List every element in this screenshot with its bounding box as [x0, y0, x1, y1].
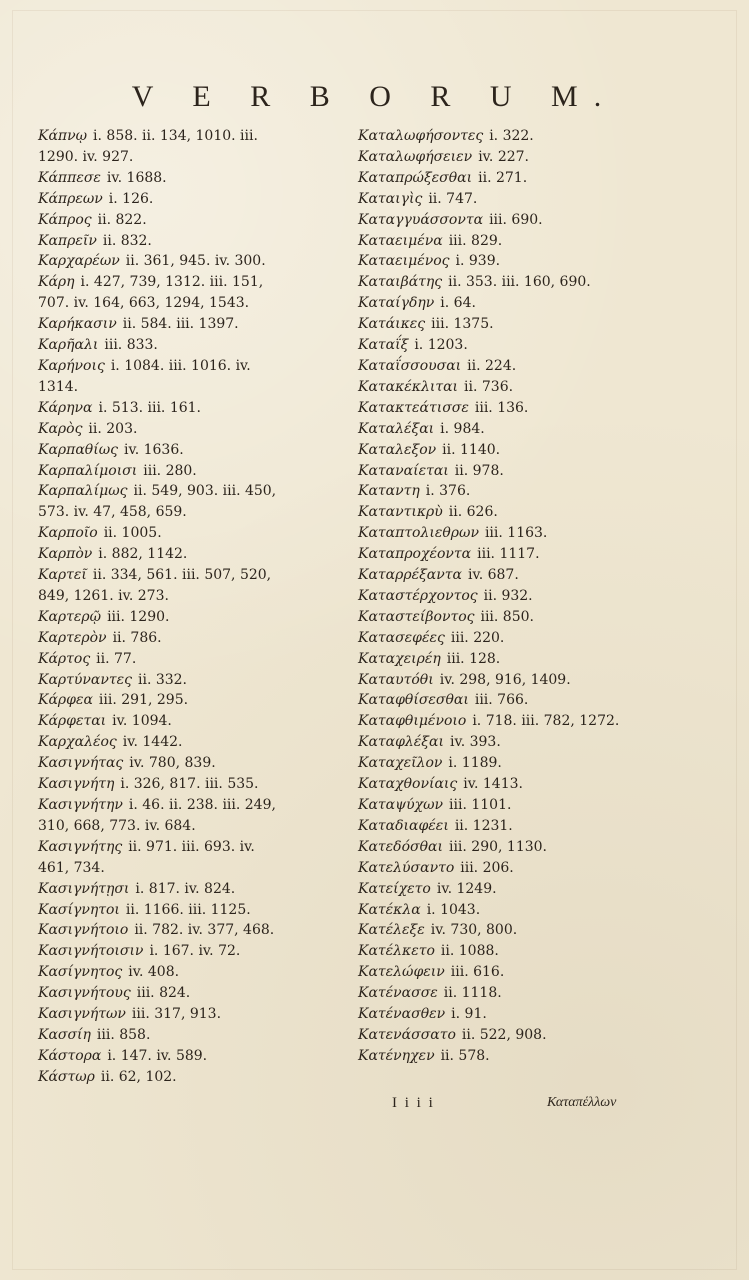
index-references: iii. 850.: [480, 608, 534, 625]
page-header-title: V E R B O R U M.: [131, 80, 618, 113]
index-references: i. 984.: [440, 420, 485, 437]
index-references: i. 91.: [451, 1006, 487, 1023]
index-headword: Καρτερὸν: [38, 629, 107, 646]
index-references: iv. 408.: [128, 964, 180, 981]
index-references: i. 1203.: [414, 337, 468, 354]
index-entry: [38, 523, 338, 544]
index-references: iv. 730, 800.: [430, 922, 518, 939]
index-entry: [358, 628, 678, 649]
index-references: ii. 932.: [483, 587, 533, 604]
index-headword: Καταπρώξεσθαι: [358, 169, 473, 186]
index-headword: Κασιγνήτων: [38, 1006, 126, 1023]
index-references: iv. 227.: [478, 148, 529, 165]
index-headword: Κάρηνα: [38, 399, 93, 416]
index-entry: [38, 983, 338, 1004]
index-references: i. 167. iv. 72.: [149, 943, 241, 960]
index-entry: [358, 795, 678, 816]
index-references: i. 1084. iii. 1016. iv. 1314.: [38, 357, 251, 395]
index-entry: [358, 879, 678, 900]
index-headword: Κάρφεται: [38, 713, 107, 730]
index-headword: Καταλωφήσειεν: [358, 148, 473, 165]
index-references: iv. 1249.: [436, 880, 497, 897]
index-entry: [358, 1025, 678, 1046]
index-references: iv. 1413.: [463, 776, 523, 793]
index-references: iii. 1117.: [477, 546, 540, 563]
index-references: ii. 334, 561. iii. 507, 520, 849, 1261. iv. 273.: [38, 567, 272, 604]
index-entry: [358, 962, 678, 983]
index-headword: Κατασεφέες: [358, 629, 445, 646]
index-references: iv. 1636.: [123, 441, 184, 458]
index-entry: [38, 1004, 338, 1025]
index-entry: [38, 900, 338, 921]
index-headword: Καταχεῖλον: [358, 755, 443, 772]
index-headword: Καπρεῖν: [38, 232, 97, 249]
index-entry: [38, 649, 338, 670]
index-headword: Καταειμένα: [358, 232, 443, 249]
index-headword: Κατέλκετο: [358, 943, 435, 960]
index-entry: [38, 1067, 338, 1088]
index-headword: Κατεδόσθαι: [358, 838, 443, 855]
index-headword: Καταπροχέοντα: [358, 546, 472, 563]
index-headword: Καρὸς: [38, 420, 83, 437]
index-references: ii. 971. iii. 693. iv. 461, 734.: [38, 838, 255, 876]
index-entry: [38, 879, 338, 900]
index-entry: [358, 398, 678, 419]
index-entry: [38, 335, 338, 356]
index-entry: [358, 147, 678, 168]
index-entry: [358, 251, 678, 272]
index-entry: [358, 711, 678, 732]
index-references: iii. 280.: [143, 462, 197, 479]
index-headword: Κατένασθεν: [358, 1006, 446, 1023]
index-entry: [38, 419, 338, 440]
index-headword: Κάπρεων: [38, 190, 103, 207]
index-entry: [358, 523, 678, 544]
index-references: i. 147. iv. 589.: [107, 1047, 208, 1064]
index-headword: Κασιγνήτοισιν: [38, 943, 144, 960]
index-headword: Καταστέρχοντος: [358, 587, 478, 604]
index-headword: Καρπαλίμοισι: [38, 462, 138, 479]
index-headword: Κασιγνήτῃσι: [38, 880, 130, 897]
index-references: iii. 1290.: [107, 608, 170, 625]
index-references: iii. 1101.: [449, 797, 512, 813]
index-references: i. 858. ii. 134, 1010. iii. 1290. iv. 927.: [38, 128, 258, 165]
index-entry: [38, 795, 338, 837]
catchword: Καταπέλλων: [547, 1095, 617, 1110]
index-references: i. 64.: [440, 295, 476, 312]
index-entry: [358, 816, 678, 837]
index-entry: [38, 837, 338, 879]
index-references: iii. 858.: [96, 1026, 151, 1043]
index-entry: [358, 168, 678, 189]
index-entry: [358, 126, 678, 147]
index-entry: [358, 732, 678, 753]
index-headword: Καταφθίσεσθαι: [358, 692, 469, 709]
index-entry: [358, 565, 678, 586]
index-entry: [38, 189, 338, 210]
index-headword: Καταντη: [358, 483, 420, 500]
index-references: i. 939.: [455, 253, 501, 270]
index-headword: Καταντικρὺ: [358, 504, 443, 521]
index-headword: Κασίγνητοι: [38, 901, 120, 918]
index-entry: [358, 189, 678, 210]
left-column-list: [38, 126, 338, 1088]
index-headword: Καρῆαλι: [38, 337, 99, 354]
index-references: iii. 317, 913.: [131, 1006, 222, 1023]
index-headword: Καταστείβοντος: [358, 608, 475, 625]
index-headword: Καρπαθίως: [38, 441, 118, 458]
index-references: i. 1043.: [426, 901, 481, 918]
index-headword: Κατακέκλιται: [358, 378, 459, 395]
index-entry: [38, 920, 338, 941]
index-entry: [38, 774, 338, 795]
index-headword: Καταχθονίαις: [358, 776, 458, 793]
index-entry: [358, 983, 678, 1004]
index-headword: Καρπὸν: [38, 546, 93, 563]
index-references: iv. 298, 916, 1409.: [439, 671, 571, 688]
index-references: i. 126.: [108, 190, 154, 207]
index-references: iii. 290, 1130.: [448, 838, 548, 855]
index-headword: Κατακτεάτισσε: [358, 399, 469, 416]
index-headword: Καρχαρέων: [38, 253, 120, 270]
index-references: iii. 829.: [448, 232, 503, 249]
index-headword: Κάρτος: [38, 650, 91, 667]
index-references: ii. 978.: [454, 462, 504, 479]
index-references: ii. 522, 908.: [461, 1026, 547, 1043]
index-entry: [38, 690, 338, 711]
index-headword: Καταΐξ: [358, 337, 409, 354]
index-references: ii. 578.: [440, 1047, 490, 1064]
index-references: iii. 766.: [474, 692, 529, 709]
index-entry: [358, 670, 678, 691]
index-entry: [358, 649, 678, 670]
index-entry: [358, 774, 678, 795]
index-references: ii. 353. iii. 160, 690.: [448, 274, 591, 291]
index-references: ii. 549, 903. iii. 450, 573. iv. 47, 458, 659.: [38, 483, 277, 521]
index-references: iii. 136.: [474, 399, 529, 416]
index-entry: [38, 210, 338, 231]
index-entry: [358, 607, 678, 628]
index-entry: [38, 753, 338, 774]
index-references: ii. 1231.: [454, 817, 513, 834]
index-entry: [38, 168, 338, 189]
index-references: i. 376.: [425, 483, 471, 500]
index-headword: Κατενάσσατο: [358, 1026, 456, 1043]
index-entry: [358, 1046, 678, 1067]
index-references: i. 46. ii. 238. iii. 249, 310, 668, 773. iv. 684.: [38, 797, 276, 834]
index-entry: [358, 502, 678, 523]
index-headword: Καρήνοις: [38, 357, 105, 374]
index-references: i. 326, 817. iii. 535.: [120, 776, 259, 793]
index-entry: [38, 1025, 338, 1046]
index-references: iii. 1163.: [484, 525, 548, 542]
index-entry: [358, 231, 678, 252]
index-entry: [38, 670, 338, 691]
index-references: iv. 687.: [467, 567, 519, 584]
index-headword: Καταπτολιεθρων: [358, 525, 479, 542]
index-references: i. 322.: [489, 128, 534, 144]
index-references: ii. 584. iii. 1397.: [122, 316, 239, 333]
index-headword: Κασσίη: [38, 1026, 91, 1043]
index-references: ii. 832.: [102, 232, 152, 249]
index-headword: Καρτεῖ: [38, 567, 87, 584]
index-references: i. 513. iii. 161.: [98, 399, 202, 416]
index-headword: Καρποῖο: [38, 525, 98, 542]
index-references: ii. 626.: [448, 504, 498, 521]
index-references: ii. 332.: [137, 671, 188, 688]
index-entry: [38, 732, 338, 753]
index-entry: [38, 962, 338, 983]
index-entry: [358, 440, 678, 461]
index-entry: [358, 272, 678, 293]
index-references: ii. 203.: [88, 420, 138, 437]
index-references: ii. 782. iv. 377, 468.: [134, 922, 275, 939]
index-headword: Κατελώφειν: [358, 964, 445, 981]
index-references: ii. 786.: [112, 629, 162, 646]
index-entry: [38, 941, 338, 962]
index-references: iii. 1375.: [431, 316, 494, 333]
index-entry: [358, 690, 678, 711]
index-entry: [38, 398, 338, 419]
index-references: i. 1189.: [448, 755, 502, 772]
index-entry: [38, 231, 338, 252]
index-references: ii. 747.: [428, 190, 478, 207]
index-headword: Καταλεξον: [358, 441, 437, 458]
index-headword: Κασίγνητος: [38, 964, 123, 981]
index-entry: [358, 377, 678, 398]
index-entry: [358, 544, 678, 565]
index-entry: [358, 837, 678, 858]
index-entry: [358, 419, 678, 440]
index-references: ii. 1140.: [442, 441, 501, 458]
index-entry: [358, 920, 678, 941]
index-references: iii. 206.: [460, 859, 514, 876]
index-entry: [358, 314, 678, 335]
index-entry: [38, 251, 338, 272]
index-headword: Κασιγνήτοιο: [38, 922, 129, 939]
index-references: iii. 833.: [104, 337, 158, 354]
index-headword: Καταίγδην: [358, 295, 435, 312]
index-entry: [358, 356, 678, 377]
index-headword: Καρπαλίμως: [38, 483, 128, 500]
index-entry: [38, 272, 338, 314]
index-headword: Κατείχετο: [358, 880, 431, 897]
index-references: ii. 271.: [478, 169, 528, 186]
index-headword: Καρτύναντες: [38, 671, 132, 688]
index-references: i. 718. iii. 782, 1272.: [472, 713, 620, 730]
index-references: i. 817. iv. 824.: [135, 880, 236, 897]
index-headword: Καταδιαφέει: [358, 817, 449, 834]
index-entry: [38, 440, 338, 461]
index-headword: Κατέλεξε: [358, 922, 425, 939]
index-references: iii. 220.: [450, 629, 505, 646]
index-headword: Κάρφεα: [38, 692, 93, 709]
index-entry: [38, 461, 338, 482]
index-headword: Κασιγνήτης: [38, 838, 123, 855]
index-references: iv. 1094.: [112, 713, 172, 730]
index-headword: Κάστορα: [38, 1047, 102, 1064]
index-references: iv. 780, 839.: [129, 755, 216, 772]
index-entry: [358, 293, 678, 314]
index-headword: Κάππεσε: [38, 169, 101, 186]
right-column-list: [358, 126, 678, 1067]
index-references: ii. 1005.: [103, 525, 162, 542]
index-entry: [38, 565, 338, 607]
index-headword: Κατελύσαντο: [358, 859, 455, 876]
index-entry: [38, 1046, 338, 1067]
index-entry: [38, 607, 338, 628]
index-headword: Καταφθιμένοιο: [358, 713, 467, 730]
index-headword: Κατένασσε: [358, 985, 438, 1002]
index-headword: Κάπνῳ: [38, 128, 88, 144]
index-references: i. 427, 739, 1312. iii. 151, 707. iv. 164, 663, 1294, 1543.: [38, 274, 264, 312]
index-entry: [38, 314, 338, 335]
index-headword: Κάρη: [38, 274, 75, 291]
index-entry: [358, 858, 678, 879]
index-references: ii. 62, 102.: [100, 1068, 177, 1085]
index-headword: Καταχειρέη: [358, 650, 441, 667]
index-references: iii. 291, 295.: [98, 692, 189, 709]
index-references: iii. 128.: [446, 650, 501, 667]
index-references: iii. 824.: [136, 985, 191, 1002]
index-references: i. 882, 1142.: [98, 546, 188, 563]
index-references: ii. 1088.: [440, 943, 499, 960]
index-references: ii. 1118.: [443, 985, 502, 1002]
index-headword: Κατένηχεν: [358, 1047, 435, 1064]
index-references: iv. 1688.: [106, 169, 167, 186]
index-entry: [358, 586, 678, 607]
index-headword: Κάστωρ: [38, 1068, 95, 1085]
index-headword: Κασιγνήτους: [38, 985, 131, 1002]
index-references: iv. 1442.: [122, 734, 183, 751]
index-headword: Καρτερῷ: [38, 608, 102, 625]
index-references: ii. 736.: [464, 378, 514, 395]
index-references: ii. 1166. iii. 1125.: [125, 901, 251, 918]
index-entry: [38, 481, 338, 523]
index-entry: [358, 900, 678, 921]
index-entry: [38, 711, 338, 732]
index-entry: [358, 461, 678, 482]
index-headword: Καταρρέξαντα: [358, 567, 462, 584]
index-references: iii. 616.: [450, 964, 505, 981]
index-headword: Κασιγνήτας: [38, 755, 124, 772]
index-headword: Κάπρος: [38, 211, 92, 228]
index-headword: Κασιγνήτην: [38, 797, 123, 813]
index-headword: Καταυτόθι: [358, 671, 434, 688]
index-entry: [38, 544, 338, 565]
index-headword: Καταφλέξαι: [358, 734, 444, 751]
index-references: iii. 690.: [489, 211, 543, 228]
index-entry: [358, 481, 678, 502]
index-entry: [358, 941, 678, 962]
index-headword: Καταλωφήσοντες: [358, 128, 484, 144]
index-entry: [38, 628, 338, 649]
index-headword: Καταψύχων: [358, 797, 444, 813]
index-entry: [358, 753, 678, 774]
index-entry: [358, 210, 678, 231]
index-headword: Κατάικες: [358, 316, 426, 333]
index-references: iv. 393.: [449, 734, 501, 751]
index-headword: Κατέκλα: [358, 901, 421, 918]
index-headword: Καρχαλέος: [38, 734, 117, 751]
index-references: ii. 822.: [97, 211, 147, 228]
index-headword: Καταγγυάσσοντα: [358, 211, 484, 228]
index-headword: Καταναίεται: [358, 462, 449, 479]
index-references: ii. 77.: [96, 650, 137, 667]
index-headword: Καρήκασιν: [38, 316, 117, 333]
index-entry: [38, 126, 338, 168]
index-headword: Καταΐσσουσαι: [358, 357, 462, 374]
index-references: ii. 361, 945. iv. 300.: [125, 253, 266, 270]
index-entry: [358, 335, 678, 356]
index-headword: Κασιγνήτη: [38, 776, 115, 793]
signature-mark: I i i i: [392, 1095, 435, 1111]
index-references: ii. 224.: [467, 357, 517, 374]
index-headword: Καταλέξαι: [358, 420, 435, 437]
index-entry: [358, 1004, 678, 1025]
index-headword: Καταιγὶς: [358, 190, 423, 207]
index-headword: Καταιβάτης: [358, 274, 443, 291]
index-headword: Καταειμένος: [358, 253, 450, 270]
index-entry: [38, 356, 338, 398]
